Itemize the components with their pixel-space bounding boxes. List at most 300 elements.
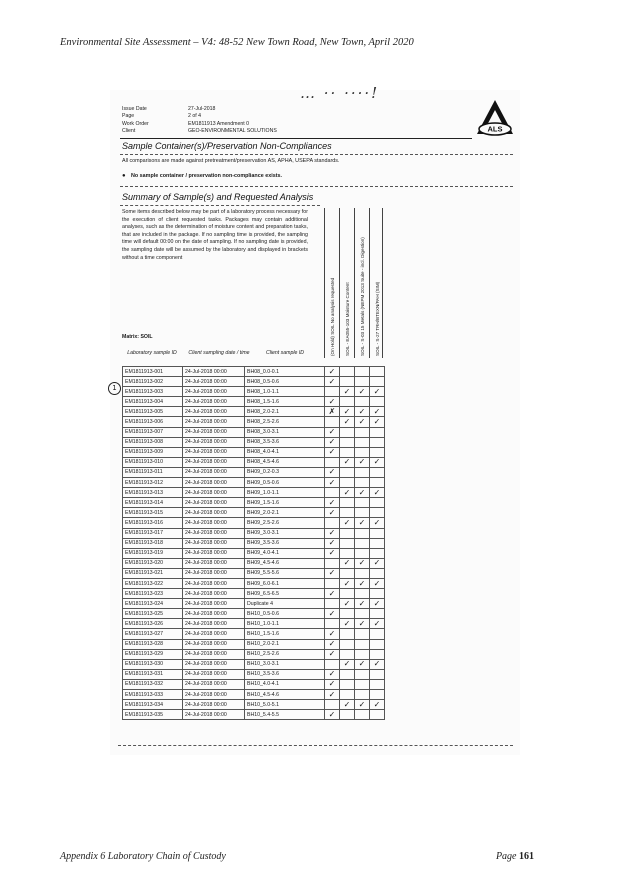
client-sample-id: BH10_2.0-2.1 bbox=[245, 639, 325, 649]
table-row bbox=[123, 467, 385, 477]
lab-sample-id: EM1811913-001 bbox=[123, 367, 183, 377]
check-mark-icon: ✓ bbox=[355, 558, 370, 568]
sampling-date: 24-Jul-2018 00:00 bbox=[183, 558, 245, 568]
header-sampling: Client sampling date / time bbox=[188, 350, 250, 356]
empty-cell bbox=[340, 367, 355, 377]
empty-cell bbox=[340, 690, 355, 700]
lab-sample-id: EM1811913-022 bbox=[123, 578, 183, 588]
check-mark-icon: ✓ bbox=[325, 589, 340, 599]
empty-cell bbox=[355, 639, 370, 649]
section-title-noncompliance: Sample Container(s)/Preservation Non-Compliances bbox=[122, 141, 332, 151]
lab-sample-id: EM1811913-012 bbox=[123, 478, 183, 488]
check-mark-icon: ✓ bbox=[370, 558, 385, 568]
empty-cell bbox=[325, 457, 340, 467]
table-row bbox=[123, 619, 385, 629]
empty-cell bbox=[340, 568, 355, 578]
check-mark-icon: ✓ bbox=[355, 407, 370, 417]
empty-cell bbox=[370, 528, 385, 538]
meta-label: Client bbox=[122, 127, 136, 134]
lab-sample-id: EM1811913-035 bbox=[123, 710, 183, 720]
report-meta bbox=[122, 106, 277, 135]
lab-sample-id: EM1811913-032 bbox=[123, 679, 183, 689]
lab-sample-id: EM1811913-028 bbox=[123, 639, 183, 649]
empty-cell bbox=[370, 427, 385, 437]
check-mark-icon: ✓ bbox=[355, 700, 370, 710]
check-mark-icon: ✓ bbox=[340, 599, 355, 609]
empty-cell bbox=[340, 538, 355, 548]
empty-cell bbox=[370, 589, 385, 599]
empty-cell bbox=[355, 508, 370, 518]
lab-sample-id: EM1811913-008 bbox=[123, 437, 183, 447]
sampling-date: 24-Jul-2018 00:00 bbox=[183, 679, 245, 689]
check-mark-icon: ✓ bbox=[370, 599, 385, 609]
meta-row bbox=[122, 113, 277, 120]
table-row bbox=[123, 407, 385, 417]
check-mark-icon: ✓ bbox=[355, 417, 370, 427]
check-mark-icon: ✓ bbox=[370, 619, 385, 629]
summary-paragraph: Some items described below may be part of a laboratory process necessary for the execution of client requested tasks. Packages may contain additional analyses, such as the determination of moisture content and preparation tasks, that are included in the package. If no sampling time is provided, the sampling time will default 00:00 on the date of sampling. If no sampling date is provided, the sampling date will be assumed by the laboratory and displayed in brackets without a time component bbox=[122, 209, 308, 261]
sampling-date: 24-Jul-2018 00:00 bbox=[183, 387, 245, 397]
sampling-date: 24-Jul-2018 00:00 bbox=[183, 690, 245, 700]
check-mark-icon: ✓ bbox=[325, 437, 340, 447]
empty-cell bbox=[340, 377, 355, 387]
check-mark-icon: ✓ bbox=[340, 387, 355, 397]
empty-cell bbox=[370, 548, 385, 558]
sampling-date: 24-Jul-2018 00:00 bbox=[183, 377, 245, 387]
sampling-date: 24-Jul-2018 00:00 bbox=[183, 467, 245, 477]
cross-mark-icon: ✗ bbox=[325, 407, 340, 417]
empty-cell bbox=[355, 690, 370, 700]
check-mark-icon: ✓ bbox=[370, 700, 385, 710]
lab-sample-id: EM1811913-034 bbox=[123, 700, 183, 710]
client-sample-id: BH10_4.0-4.1 bbox=[245, 679, 325, 689]
sampling-date: 24-Jul-2018 00:00 bbox=[183, 437, 245, 447]
lab-sample-id: EM1811913-023 bbox=[123, 589, 183, 599]
empty-cell bbox=[370, 568, 385, 578]
sampling-date: 24-Jul-2018 00:00 bbox=[183, 700, 245, 710]
sample-table bbox=[122, 366, 385, 720]
client-sample-id: BH09_5.5-5.6 bbox=[245, 568, 325, 578]
divider bbox=[120, 205, 320, 206]
check-mark-icon: ✓ bbox=[340, 700, 355, 710]
empty-cell bbox=[370, 367, 385, 377]
check-mark-icon: ✓ bbox=[325, 397, 340, 407]
sampling-date: 24-Jul-2018 00:00 bbox=[183, 498, 245, 508]
empty-cell bbox=[340, 609, 355, 619]
section-title-summary: Summary of Sample(s) and Requested Analysis bbox=[122, 192, 314, 202]
meta-label: Issue Date bbox=[122, 106, 147, 112]
client-sample-id: BH10_0.5-0.6 bbox=[245, 609, 325, 619]
sampling-date: 24-Jul-2018 00:00 bbox=[183, 578, 245, 588]
empty-cell bbox=[370, 710, 385, 720]
sampling-date: 24-Jul-2018 00:00 bbox=[183, 619, 245, 629]
lab-sample-id: EM1811913-018 bbox=[123, 538, 183, 548]
check-mark-icon: ✓ bbox=[355, 619, 370, 629]
table-row bbox=[123, 599, 385, 609]
lab-sample-id: EM1811913-031 bbox=[123, 669, 183, 679]
lab-sample-id: EM1811913-024 bbox=[123, 599, 183, 609]
meta-value: 27-Jul-2018 bbox=[188, 106, 216, 112]
check-mark-icon: ✓ bbox=[370, 407, 385, 417]
empty-cell bbox=[370, 649, 385, 659]
als-logo bbox=[475, 98, 515, 138]
als-logo-icon bbox=[475, 98, 515, 138]
table-row bbox=[123, 710, 385, 720]
footer-left: Appendix 6 Laboratory Chain of Custody bbox=[60, 851, 226, 862]
divider bbox=[118, 745, 513, 746]
empty-cell bbox=[340, 629, 355, 639]
empty-cell bbox=[340, 649, 355, 659]
client-sample-id: BH09_0.2-0.3 bbox=[245, 467, 325, 477]
client-sample-id: BH09_4.5-4.6 bbox=[245, 558, 325, 568]
check-mark-icon: ✓ bbox=[340, 407, 355, 417]
sampling-date: 24-Jul-2018 00:00 bbox=[183, 417, 245, 427]
empty-cell bbox=[340, 397, 355, 407]
check-mark-icon: ✓ bbox=[325, 498, 340, 508]
client-sample-id: BH08_1.0-1.1 bbox=[245, 387, 325, 397]
sampling-date: 24-Jul-2018 00:00 bbox=[183, 508, 245, 518]
check-mark-icon: ✓ bbox=[325, 478, 340, 488]
sampling-date: 24-Jul-2018 00:00 bbox=[183, 609, 245, 619]
lab-sample-id: EM1811913-003 bbox=[123, 387, 183, 397]
check-mark-icon: ✓ bbox=[370, 457, 385, 467]
empty-cell bbox=[370, 377, 385, 387]
client-sample-id: BH09_3.5-3.6 bbox=[245, 538, 325, 548]
table-row bbox=[123, 447, 385, 457]
meta-value: 2 of 4 bbox=[188, 113, 201, 120]
lab-sample-id: EM1811913-013 bbox=[123, 488, 183, 498]
client-sample-id: BH08_3.5-3.6 bbox=[245, 437, 325, 447]
check-mark-icon: ✓ bbox=[325, 467, 340, 477]
table-row bbox=[123, 397, 385, 407]
empty-cell bbox=[340, 710, 355, 720]
client-sample-id: BH08_4.0-4.1 bbox=[245, 447, 325, 457]
empty-cell bbox=[325, 599, 340, 609]
empty-cell bbox=[340, 669, 355, 679]
empty-cell bbox=[325, 619, 340, 629]
client-sample-id: BH09_6.5-6.5 bbox=[245, 589, 325, 599]
lab-sample-id: EM1811913-007 bbox=[123, 427, 183, 437]
empty-cell bbox=[340, 508, 355, 518]
lab-sample-id: EM1811913-004 bbox=[123, 397, 183, 407]
footer-page bbox=[496, 851, 534, 862]
client-sample-id: BH10_4.5-4.6 bbox=[245, 690, 325, 700]
client-sample-id: BH10_3.5-3.6 bbox=[245, 669, 325, 679]
check-mark-icon: ✓ bbox=[325, 679, 340, 689]
check-mark-icon: ✓ bbox=[355, 387, 370, 397]
check-mark-icon: ✓ bbox=[325, 690, 340, 700]
lab-sample-id: EM1811913-002 bbox=[123, 377, 183, 387]
client-sample-id: BH10_5.4-5.5 bbox=[245, 710, 325, 720]
empty-cell bbox=[325, 578, 340, 588]
check-mark-icon: ✓ bbox=[325, 710, 340, 720]
lab-sample-id: EM1811913-026 bbox=[123, 619, 183, 629]
analysis-column-header bbox=[369, 208, 383, 358]
check-mark-icon: ✓ bbox=[325, 669, 340, 679]
meta-row bbox=[122, 128, 277, 135]
empty-cell bbox=[370, 690, 385, 700]
empty-cell bbox=[325, 488, 340, 498]
analysis-column-label: SOIL - S-03 15 Metals (NEPM 2013 Suite - incl. Digestion) bbox=[360, 237, 365, 356]
analysis-column-header bbox=[354, 208, 367, 358]
lab-sample-id: EM1811913-025 bbox=[123, 609, 183, 619]
empty-cell bbox=[355, 528, 370, 538]
lab-sample-id: EM1811913-014 bbox=[123, 498, 183, 508]
lab-sample-id: EM1811913-029 bbox=[123, 649, 183, 659]
table-row bbox=[123, 669, 385, 679]
check-mark-icon: ✓ bbox=[325, 649, 340, 659]
check-mark-icon: ✓ bbox=[370, 387, 385, 397]
sampling-date: 24-Jul-2018 00:00 bbox=[183, 397, 245, 407]
table-row bbox=[123, 578, 385, 588]
lab-sample-id: EM1811913-016 bbox=[123, 518, 183, 528]
logo-text: ALS bbox=[487, 124, 503, 134]
check-mark-icon: ✓ bbox=[355, 518, 370, 528]
meta-row bbox=[122, 121, 277, 128]
lab-sample-id: EM1811913-010 bbox=[123, 457, 183, 467]
meta-label: Page bbox=[122, 113, 135, 120]
client-sample-id: BH08_2.0-2.1 bbox=[245, 407, 325, 417]
check-mark-icon: ✓ bbox=[325, 528, 340, 538]
table-row bbox=[123, 488, 385, 498]
lab-sample-id: EM1811913-005 bbox=[123, 407, 183, 417]
empty-cell bbox=[340, 467, 355, 477]
table-row bbox=[123, 700, 385, 710]
lab-sample-id: EM1811913-019 bbox=[123, 548, 183, 558]
client-sample-id: BH09_0.5-0.6 bbox=[245, 478, 325, 488]
table-row bbox=[123, 377, 385, 387]
sampling-date: 24-Jul-2018 00:00 bbox=[183, 407, 245, 417]
client-sample-id: Duplicate 4 bbox=[245, 599, 325, 609]
divider bbox=[120, 186, 513, 187]
table-row bbox=[123, 609, 385, 619]
header-client-id: Client sample ID bbox=[265, 350, 305, 356]
lab-sample-id: EM1811913-027 bbox=[123, 629, 183, 639]
table-row bbox=[123, 679, 385, 689]
footer-page-label: Page bbox=[495, 851, 517, 862]
check-mark-icon: ✓ bbox=[325, 538, 340, 548]
client-sample-id: BH09_6.0-6.1 bbox=[245, 578, 325, 588]
client-sample-id: BH08_4.5-4.6 bbox=[245, 457, 325, 467]
check-mark-icon: ✓ bbox=[325, 609, 340, 619]
empty-cell bbox=[355, 437, 370, 447]
empty-cell bbox=[340, 589, 355, 599]
table-row bbox=[123, 639, 385, 649]
client-sample-id: BH08_0.5-0.6 bbox=[245, 377, 325, 387]
empty-cell bbox=[355, 427, 370, 437]
empty-cell bbox=[370, 447, 385, 457]
empty-cell bbox=[370, 437, 385, 447]
sampling-date: 24-Jul-2018 00:00 bbox=[183, 528, 245, 538]
check-mark-icon: ✓ bbox=[325, 629, 340, 639]
empty-cell bbox=[355, 568, 370, 578]
table-row bbox=[123, 387, 385, 397]
empty-cell bbox=[370, 508, 385, 518]
client-sample-id: BH10_1.5-1.6 bbox=[245, 629, 325, 639]
empty-cell bbox=[355, 548, 370, 558]
client-sample-id: BH09_2.0-2.1 bbox=[245, 508, 325, 518]
empty-cell bbox=[355, 669, 370, 679]
empty-cell bbox=[370, 639, 385, 649]
empty-cell bbox=[355, 710, 370, 720]
check-mark-icon: ✓ bbox=[370, 488, 385, 498]
sampling-date: 24-Jul-2018 00:00 bbox=[183, 457, 245, 467]
check-mark-icon: ✓ bbox=[325, 377, 340, 387]
analysis-column-label: SOIL - S-27 TRH/BTEXN/PAH (SIM) bbox=[375, 281, 380, 356]
page-header: Environmental Site Assessment – V4: 48-52 New Town Road, New Town, April 2020 bbox=[60, 37, 414, 48]
table-row bbox=[123, 538, 385, 548]
table-row bbox=[123, 478, 385, 488]
check-mark-icon: ✓ bbox=[340, 417, 355, 427]
check-mark-icon: ✓ bbox=[325, 568, 340, 578]
table-row bbox=[123, 417, 385, 427]
divider bbox=[120, 138, 472, 139]
check-mark-icon: ✓ bbox=[370, 417, 385, 427]
bullet-icon: ● bbox=[122, 173, 126, 179]
meta-label: Work Order bbox=[122, 120, 149, 127]
empty-cell bbox=[355, 538, 370, 548]
client-sample-id: BH09_1.5-1.6 bbox=[245, 498, 325, 508]
sampling-date: 24-Jul-2018 00:00 bbox=[183, 518, 245, 528]
lab-sample-id: EM1811913-006 bbox=[123, 417, 183, 427]
empty-cell bbox=[355, 609, 370, 619]
lab-sample-id: EM1811913-015 bbox=[123, 508, 183, 518]
empty-cell bbox=[355, 377, 370, 387]
client-sample-id: BH09_1.0-1.1 bbox=[245, 488, 325, 498]
check-mark-icon: ✓ bbox=[340, 518, 355, 528]
sampling-date: 24-Jul-2018 00:00 bbox=[183, 639, 245, 649]
check-mark-icon: ✓ bbox=[325, 639, 340, 649]
empty-cell bbox=[370, 498, 385, 508]
table-row bbox=[123, 367, 385, 377]
lab-sample-id: EM1811913-017 bbox=[123, 528, 183, 538]
sampling-date: 24-Jul-2018 00:00 bbox=[183, 488, 245, 498]
check-mark-icon: ✓ bbox=[340, 457, 355, 467]
table-row bbox=[123, 518, 385, 528]
lab-sample-id: EM1811913-033 bbox=[123, 690, 183, 700]
empty-cell bbox=[340, 498, 355, 508]
check-mark-icon: ✓ bbox=[355, 599, 370, 609]
client-sample-id: BH09_3.0-3.1 bbox=[245, 528, 325, 538]
empty-cell bbox=[370, 629, 385, 639]
empty-cell bbox=[340, 639, 355, 649]
meta-value: GEO-ENVIRONMENTAL SOLUTIONS bbox=[188, 127, 277, 134]
check-mark-icon: ✓ bbox=[325, 447, 340, 457]
empty-cell bbox=[355, 478, 370, 488]
sampling-date: 24-Jul-2018 00:00 bbox=[183, 478, 245, 488]
empty-cell bbox=[355, 629, 370, 639]
empty-cell bbox=[340, 528, 355, 538]
sampling-date: 24-Jul-2018 00:00 bbox=[183, 629, 245, 639]
empty-cell bbox=[370, 538, 385, 548]
empty-cell bbox=[355, 467, 370, 477]
table-row bbox=[123, 498, 385, 508]
empty-cell bbox=[325, 700, 340, 710]
check-mark-icon: ✓ bbox=[355, 578, 370, 588]
check-mark-icon: ✓ bbox=[325, 548, 340, 558]
sampling-date: 24-Jul-2018 00:00 bbox=[183, 649, 245, 659]
sampling-date: 24-Jul-2018 00:00 bbox=[183, 669, 245, 679]
empty-cell bbox=[355, 498, 370, 508]
analysis-column-header bbox=[324, 208, 337, 358]
check-mark-icon: ✓ bbox=[370, 578, 385, 588]
table-row bbox=[123, 427, 385, 437]
empty-cell bbox=[370, 609, 385, 619]
check-mark-icon: ✓ bbox=[340, 619, 355, 629]
check-mark-icon: ✓ bbox=[340, 659, 355, 669]
client-sample-id: BH08_0.0-0.1 bbox=[245, 367, 325, 377]
check-mark-icon: ✓ bbox=[340, 558, 355, 568]
client-sample-id: BH10_5.0-5.1 bbox=[245, 700, 325, 710]
empty-cell bbox=[355, 447, 370, 457]
sampling-date: 24-Jul-2018 00:00 bbox=[183, 538, 245, 548]
sampling-date: 24-Jul-2018 00:00 bbox=[183, 367, 245, 377]
lab-sample-id: EM1811913-009 bbox=[123, 447, 183, 457]
table-row bbox=[123, 508, 385, 518]
table-row bbox=[123, 457, 385, 467]
check-mark-icon: ✓ bbox=[355, 488, 370, 498]
check-mark-icon: ✓ bbox=[355, 659, 370, 669]
comparison-note: All comparisons are made against pretreatment/preservation AS, APHA, USEPA standards. bbox=[122, 158, 340, 164]
sampling-date: 24-Jul-2018 00:00 bbox=[183, 589, 245, 599]
analysis-column-label: (On Hold) SOIL No analysis requested bbox=[330, 277, 335, 356]
empty-cell bbox=[325, 659, 340, 669]
sampling-date: 24-Jul-2018 00:00 bbox=[183, 427, 245, 437]
sampling-date: 24-Jul-2018 00:00 bbox=[183, 710, 245, 720]
sampling-date: 24-Jul-2018 00:00 bbox=[183, 568, 245, 578]
handwritten-note: … ·· ····! bbox=[300, 84, 380, 102]
sampling-date: 24-Jul-2018 00:00 bbox=[183, 447, 245, 457]
circled-annotation: 1 bbox=[108, 382, 121, 395]
client-sample-id: BH09_4.0-4.1 bbox=[245, 548, 325, 558]
empty-cell bbox=[370, 679, 385, 689]
client-sample-id: BH10_1.0-1.1 bbox=[245, 619, 325, 629]
table-row bbox=[123, 589, 385, 599]
divider bbox=[120, 154, 513, 155]
analysis-column-header bbox=[339, 208, 352, 358]
empty-cell bbox=[355, 397, 370, 407]
check-mark-icon: ✓ bbox=[370, 518, 385, 528]
empty-cell bbox=[340, 478, 355, 488]
check-mark-icon: ✓ bbox=[325, 508, 340, 518]
table-row bbox=[123, 649, 385, 659]
empty-cell bbox=[340, 548, 355, 558]
sampling-date: 24-Jul-2018 00:00 bbox=[183, 599, 245, 609]
empty-cell bbox=[340, 437, 355, 447]
empty-cell bbox=[370, 467, 385, 477]
empty-cell bbox=[340, 679, 355, 689]
table-row bbox=[123, 568, 385, 578]
check-mark-icon: ✓ bbox=[325, 367, 340, 377]
empty-cell bbox=[325, 417, 340, 427]
empty-cell bbox=[325, 558, 340, 568]
table-row bbox=[123, 629, 385, 639]
empty-cell bbox=[370, 397, 385, 407]
empty-cell bbox=[355, 679, 370, 689]
meta-row bbox=[122, 106, 277, 113]
empty-cell bbox=[340, 427, 355, 437]
client-sample-id: BH08_2.5-2.6 bbox=[245, 417, 325, 427]
footer-page-number: 161 bbox=[519, 851, 534, 862]
empty-cell bbox=[325, 518, 340, 528]
lab-sample-id: EM1811913-011 bbox=[123, 467, 183, 477]
check-mark-icon: ✓ bbox=[340, 488, 355, 498]
sampling-date: 24-Jul-2018 00:00 bbox=[183, 548, 245, 558]
client-sample-id: BH10_2.5-2.6 bbox=[245, 649, 325, 659]
client-sample-id: BH08_1.5-1.6 bbox=[245, 397, 325, 407]
empty-cell bbox=[370, 478, 385, 488]
matrix-label: Matrix: SOIL bbox=[122, 334, 153, 340]
